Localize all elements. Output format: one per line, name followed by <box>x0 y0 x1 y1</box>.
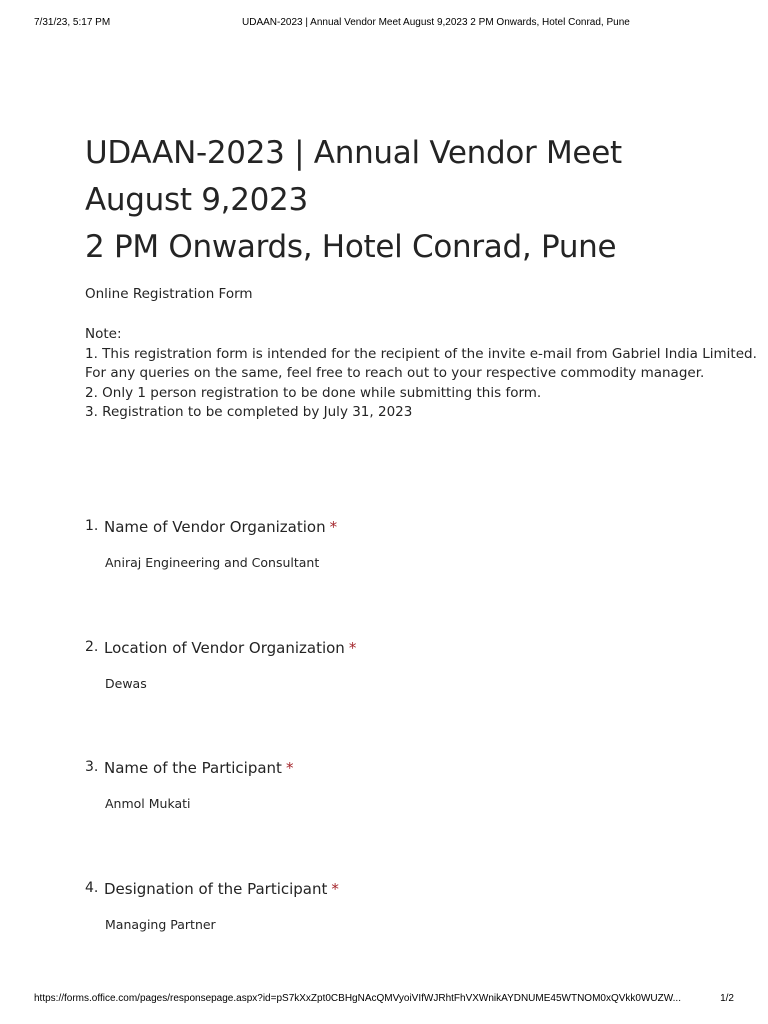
description-line: Note: <box>85 326 122 342</box>
answer-participant-name: Anmol Mukati <box>105 796 191 811</box>
question-label-text: Name of Vendor Organization <box>104 518 326 536</box>
question-number: 3. <box>85 759 99 775</box>
question-label-text: Name of the Participant <box>104 759 282 777</box>
question-label <box>104 880 339 898</box>
question-header <box>85 880 705 904</box>
answer-vendor-organization: Aniraj Engineering and Consultant <box>105 555 320 570</box>
page-indicator: 1/2 <box>720 993 734 1004</box>
question-label <box>104 759 293 777</box>
question-header <box>85 518 705 542</box>
question-label <box>104 639 356 657</box>
question-number: 2. <box>85 639 99 655</box>
question-label-text: Location of Vendor Organization <box>104 639 345 657</box>
form-title <box>85 130 735 271</box>
question-participant-designation <box>85 880 705 932</box>
print-document-title: UDAAN-2023 | Annual Vendor Meet August 9,2023 2 PM Onwards, Hotel Conrad, Pune <box>242 17 630 28</box>
form-title-line-2: August 9,2023 <box>85 182 308 218</box>
required-asterisk: * <box>329 518 338 536</box>
print-url: https://forms.office.com/pages/responsepage.aspx?id=pS7kXxZpt0CBHgNAcQMVyoiVIfWJRhtFhVXWnikAYDNUME45WTNOM0xQVkk0WUZW... <box>34 993 681 1004</box>
required-asterisk: * <box>285 759 294 777</box>
print-footer <box>34 993 734 1007</box>
print-header <box>34 17 734 31</box>
question-vendor-location <box>85 639 705 691</box>
question-vendor-organization <box>85 518 705 570</box>
question-number: 1. <box>85 518 99 534</box>
form-subtitle: Online Registration Form <box>85 286 253 302</box>
form-description <box>85 325 757 423</box>
form-title-line-3: 2 PM Onwards, Hotel Conrad, Pune <box>85 229 617 265</box>
question-header <box>85 639 705 663</box>
question-number: 4. <box>85 880 99 896</box>
required-asterisk: * <box>331 880 339 898</box>
question-label <box>104 518 337 536</box>
required-asterisk: * <box>348 639 357 657</box>
question-header <box>85 759 705 783</box>
description-line: 2. Only 1 person registration to be done while submitting this form. <box>85 384 542 401</box>
question-label-text: Designation of the Participant <box>104 880 328 898</box>
answer-participant-designation: Managing Partner <box>105 917 216 932</box>
description-line: For any queries on the same, feel free to reach out to your respective commodity manager. <box>85 365 705 381</box>
description-line: 1. This registration form is intended for the recipient of the invite e-mail from Gabriel India Limited. <box>85 345 757 362</box>
form-title-line-1: UDAAN-2023 | Annual Vendor Meet <box>85 135 622 171</box>
description-line: 3. Registration to be completed by July 31, 2023 <box>85 404 413 420</box>
answer-vendor-location: Dewas <box>105 676 147 691</box>
question-participant-name <box>85 759 705 811</box>
print-datetime: 7/31/23, 5:17 PM <box>34 17 111 28</box>
